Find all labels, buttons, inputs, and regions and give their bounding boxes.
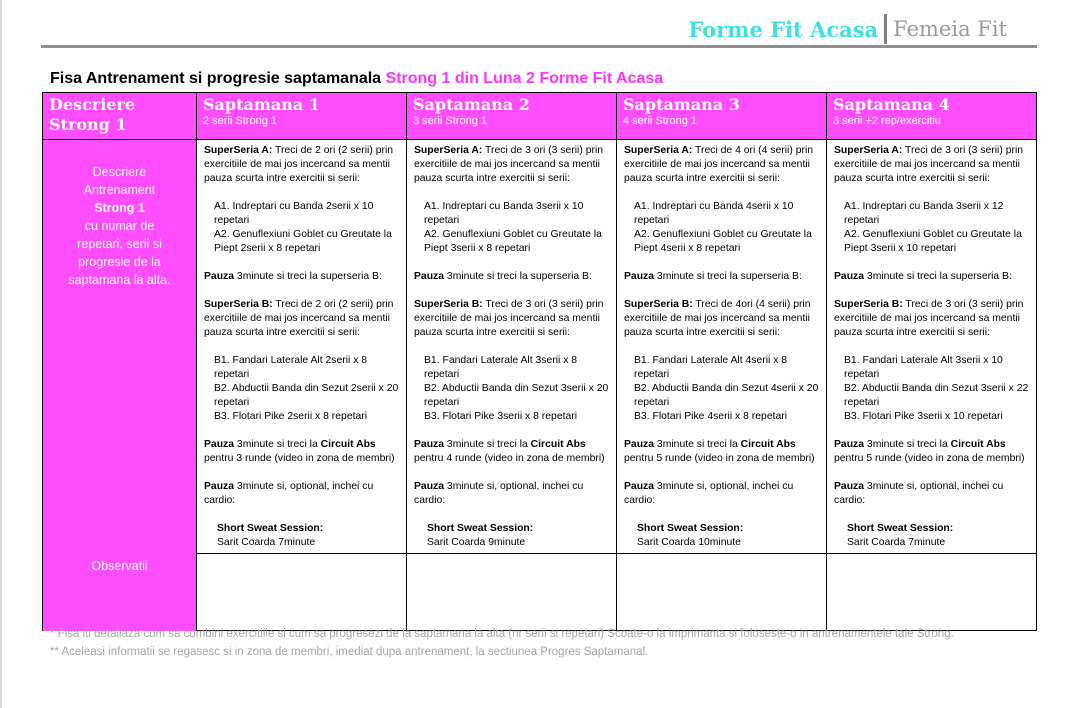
superseria-b-text: Treci de 4ori (4 serii) prin exercitiile de mai jos incercand sa mentii pauza scurta intre exercitii si serii:	[624, 299, 811, 338]
short-sweat-title: Short Sweat Session:	[217, 523, 324, 534]
pause-2	[414, 438, 610, 466]
pause-text: 3minute si, optional, inchei cu cardio:	[204, 481, 374, 506]
week-4-subtitle: 3 serii +2 rep/exercitiu	[833, 115, 941, 127]
exercise-item: B3. Flotari Pike 4serii x 8 repetari	[634, 411, 788, 422]
page-left-edge	[0, 0, 2, 708]
document-title	[50, 70, 663, 88]
pause-text: pentru 5 runde (video in zona de membri)	[834, 453, 1025, 464]
pause-1	[414, 270, 610, 284]
exercises-a	[634, 200, 820, 256]
header-row	[43, 93, 1037, 140]
superseria-a-label: SuperSeria A:	[414, 145, 483, 156]
superseria-a-text: Treci de 2 ori (2 serii) prin exercitiile de mai jos incercand sa mentii pauza scurta intre exercitii si serii:	[204, 145, 394, 184]
exercise-item: B1. Fandari Laterale Alt 4serii x 8 repetari	[634, 355, 788, 380]
superseria-b-text: Treci de 2 ori (2 serii) prin exercitiile de mai jos incercand sa mentii pauza scurta intre exercitii si serii:	[204, 299, 394, 338]
pause-2	[204, 438, 400, 466]
pause-2	[834, 438, 1030, 466]
superseria-b-label: SuperSeria B:	[414, 299, 483, 310]
superseria-b-label: SuperSeria B:	[624, 299, 693, 310]
exercises-a	[424, 200, 610, 256]
short-sweat-text: Sarit Coarda 7minute	[847, 537, 946, 548]
desc-line: Antrenament	[83, 183, 156, 197]
pause-3	[414, 480, 610, 508]
pause-1	[834, 270, 1030, 284]
exercises-b	[634, 354, 820, 424]
pause-text: 3minute si treci la	[864, 439, 951, 450]
pause-3	[204, 480, 400, 508]
footnote-1: * Fisa iti detaliaza cum sa combini exercitiile si cum sa progresezi de la saptamana la alta (nr serii si repetari) Scoate-o la imprimanta si foloseste-o in antrenamentele tale Strong.	[50, 628, 954, 640]
exercise-item: A2. Genuflexiuni Goblet cu Greutate la Piept 3serii x 8 repetari	[424, 229, 602, 254]
superseria-a-label: SuperSeria A:	[624, 145, 693, 156]
exercise-item: A2. Genuflexiuni Goblet cu Greutate la Piept 3serii x 10 repetari	[844, 229, 1022, 254]
week-3-subtitle: 4 serii Strong 1	[623, 115, 697, 127]
exercises-b	[424, 354, 610, 424]
title-highlight: Strong 1 din Luna 2 Forme Fit Acasa	[385, 70, 664, 87]
footnote-2: ** Aceleasi informatii se regasesc si in zona de membri, imediat dupa antrenament, la sectiunea Progres Saptamanal.	[50, 646, 649, 658]
superseria-a	[204, 144, 400, 186]
brand-separator	[884, 14, 887, 44]
exercise-item: B3. Flotari Pike 2serii x 8 repetari	[214, 411, 368, 422]
pause-text: 3minute si, optional, inchei cu cardio:	[834, 481, 1004, 506]
desc-line: saptamana la alta.	[68, 273, 171, 287]
week-1-content	[197, 140, 407, 554]
pause-3	[624, 480, 820, 508]
exercise-item: B2. Abductii Banda din Sezut 2serii x 20 repetari	[214, 383, 399, 408]
short-sweat-title: Short Sweat Session:	[847, 523, 954, 534]
exercises-b	[844, 354, 1030, 424]
superseria-b	[204, 298, 400, 340]
exercise-item: B1. Fandari Laterale Alt 3serii x 10 repetari	[844, 355, 1003, 380]
pause-label: Pauza	[414, 439, 445, 450]
exercise-item: A1. Indreptari cu Banda 3serii x 10 repetari	[424, 201, 584, 226]
short-sweat-text: Sarit Coarda 7minute	[217, 537, 316, 548]
desc-header-cell	[43, 93, 197, 140]
exercises-a	[844, 200, 1030, 256]
week-3-observatii[interactable]	[617, 554, 827, 631]
pause-text: 3minute si treci la	[444, 439, 531, 450]
pause-label: Pauza	[414, 271, 445, 282]
short-sweat-text: Sarit Coarda 10minute	[637, 537, 741, 548]
desc-line: progresie de la	[78, 255, 161, 269]
exercise-item: B1. Fandari Laterale Alt 3serii x 8 repetari	[424, 355, 578, 380]
week-2-title: Saptamana 2	[413, 95, 530, 114]
exercise-item: B2. Abductii Banda din Sezut 3serii x 22 repetari	[844, 383, 1029, 408]
desc-line: Strong 1	[94, 201, 145, 215]
superseria-a-label: SuperSeria A:	[834, 145, 903, 156]
week-4-header	[827, 93, 1037, 140]
week-2-subtitle: 3 serii Strong 1	[413, 115, 487, 127]
pause-2	[624, 438, 820, 466]
exercise-item: A2. Genuflexiuni Goblet cu Greutate la Piept 2serii x 8 repetari	[214, 229, 392, 254]
brand-primary: Forme Fit Acasa	[688, 16, 879, 42]
superseria-a-text: Treci de 4 ori (4 serii) prin exercitiile de mai jos incercand sa mentii pauza scurta intre exercitii si serii:	[624, 145, 814, 184]
brand-header	[688, 14, 1007, 44]
short-sweat-session	[847, 522, 1030, 550]
exercise-item: B3. Flotari Pike 3serii x 10 repetari	[844, 411, 1003, 422]
superseria-a-text: Treci de 3 ori (3 serii) prin exercitiile de mai jos incercand sa mentii pauza scurta intre exercitii si serii:	[834, 145, 1024, 184]
pause-3	[834, 480, 1030, 508]
exercise-item: A1. Indreptari cu Banda 4serii x 10 repetari	[634, 201, 794, 226]
week-2-header	[407, 93, 617, 140]
circuit-abs-label: Circuit Abs	[320, 439, 376, 450]
pause-label: Pauza	[624, 439, 655, 450]
superseria-b	[414, 298, 610, 340]
pause-text: 3minute si treci la	[234, 439, 321, 450]
exercises-a	[214, 200, 400, 256]
desc-line: repetari, serii si	[77, 237, 162, 251]
week-3-content	[617, 140, 827, 554]
observatii-label: Observatii	[91, 558, 148, 573]
superseria-a	[414, 144, 610, 186]
exercise-item: B3. Flotari Pike 3serii x 8 repetari	[424, 411, 578, 422]
circuit-abs-label: Circuit Abs	[530, 439, 586, 450]
exercise-item: A1. Indreptari cu Banda 3serii x 12 repetari	[844, 201, 1004, 226]
week-1-header	[197, 93, 407, 140]
exercise-item: A2. Genuflexiuni Goblet cu Greutate la Piept 4serii x 8 repetari	[634, 229, 812, 254]
pause-text: 3minute si, optional, inchei cu cardio:	[414, 481, 584, 506]
exercises-b	[214, 354, 400, 424]
observatii-label-cell	[43, 554, 197, 631]
week-4-title: Saptamana 4	[833, 95, 950, 114]
header-divider	[41, 45, 1037, 48]
pause-text: 3minute si treci la superseria B:	[444, 271, 592, 282]
pause-label: Pauza	[624, 481, 655, 492]
short-sweat-session	[217, 522, 400, 550]
circuit-abs-label: Circuit Abs	[740, 439, 796, 450]
desc-line: Descriere	[92, 165, 147, 179]
brand-secondary: Femeia Fit	[893, 17, 1007, 41]
superseria-b-text: Treci de 3 ori (3 serii) prin exercitiile de mai jos incercand sa mentii pauza scurta intre exercitii si serii:	[414, 299, 604, 338]
pause-label: Pauza	[834, 271, 865, 282]
desc-header-line2: Strong 1	[49, 115, 127, 134]
pause-label: Pauza	[624, 271, 655, 282]
pause-text: pentru 5 runde (video in zona de membri)	[624, 453, 815, 464]
pause-text: 3minute si treci la superseria B:	[864, 271, 1012, 282]
exercise-item: B2. Abductii Banda din Sezut 4serii x 20 repetari	[634, 383, 819, 408]
pause-label: Pauza	[204, 271, 235, 282]
content-row	[43, 140, 1037, 554]
week-4-observatii[interactable]	[827, 554, 1037, 631]
superseria-b	[834, 298, 1030, 340]
week-3-title: Saptamana 3	[623, 95, 740, 114]
week-3-header	[617, 93, 827, 140]
week-1-title: Saptamana 1	[203, 95, 320, 114]
short-sweat-text: Sarit Coarda 9minute	[427, 537, 526, 548]
short-sweat-session	[427, 522, 610, 550]
desc-line: cu numar de	[84, 219, 155, 233]
desc-body-cell	[43, 140, 197, 554]
desc-text	[43, 140, 196, 289]
short-sweat-title: Short Sweat Session:	[637, 523, 744, 534]
title-main: Fisa Antrenament si progresie saptamanala	[50, 70, 382, 87]
exercise-item: A1. Indreptari cu Banda 2serii x 10 repetari	[214, 201, 374, 226]
pause-text: pentru 3 runde (video in zona de membri)	[204, 453, 395, 464]
superseria-a	[834, 144, 1030, 186]
training-table	[42, 92, 1037, 631]
pause-text: 3minute si treci la superseria B:	[234, 271, 382, 282]
circuit-abs-label: Circuit Abs	[950, 439, 1006, 450]
pause-label: Pauza	[204, 481, 235, 492]
superseria-b-label: SuperSeria B:	[834, 299, 903, 310]
week-4-content	[827, 140, 1037, 554]
superseria-b-text: Treci de 3 ori (3 serii) prin exercitiile de mai jos incercand sa mentii pauza scurta intre exercitii si serii:	[834, 299, 1024, 338]
superseria-b	[624, 298, 820, 340]
pause-1	[204, 270, 400, 284]
superseria-a-text: Treci de 3 ori (3 serii) prin exercitiile de mai jos incercand sa mentii pauza scurta intre exercitii si serii:	[414, 145, 604, 184]
week-1-subtitle: 2 serii Strong 1	[203, 115, 277, 127]
pause-label: Pauza	[834, 481, 865, 492]
superseria-b-label: SuperSeria B:	[204, 299, 273, 310]
pause-label: Pauza	[204, 439, 235, 450]
observatii-row	[43, 554, 1037, 631]
superseria-a-label: SuperSeria A:	[204, 145, 273, 156]
week-2-observatii[interactable]	[407, 554, 617, 631]
pause-text: 3minute si, optional, inchei cu cardio:	[624, 481, 794, 506]
pause-text: pentru 4 runde (video in zona de membri)	[414, 453, 605, 464]
pause-label: Pauza	[834, 439, 865, 450]
superseria-a	[624, 144, 820, 186]
short-sweat-title: Short Sweat Session:	[427, 523, 534, 534]
pause-text: 3minute si treci la	[654, 439, 741, 450]
exercise-item: B2. Abductii Banda din Sezut 3serii x 20 repetari	[424, 383, 609, 408]
week-2-content	[407, 140, 617, 554]
pause-1	[624, 270, 820, 284]
pause-text: 3minute si treci la superseria B:	[654, 271, 802, 282]
week-1-observatii[interactable]	[197, 554, 407, 631]
desc-header-line1: Descriere	[49, 95, 136, 114]
short-sweat-session	[637, 522, 820, 550]
exercise-item: B1. Fandari Laterale Alt 2serii x 8 repetari	[214, 355, 368, 380]
pause-label: Pauza	[414, 481, 445, 492]
